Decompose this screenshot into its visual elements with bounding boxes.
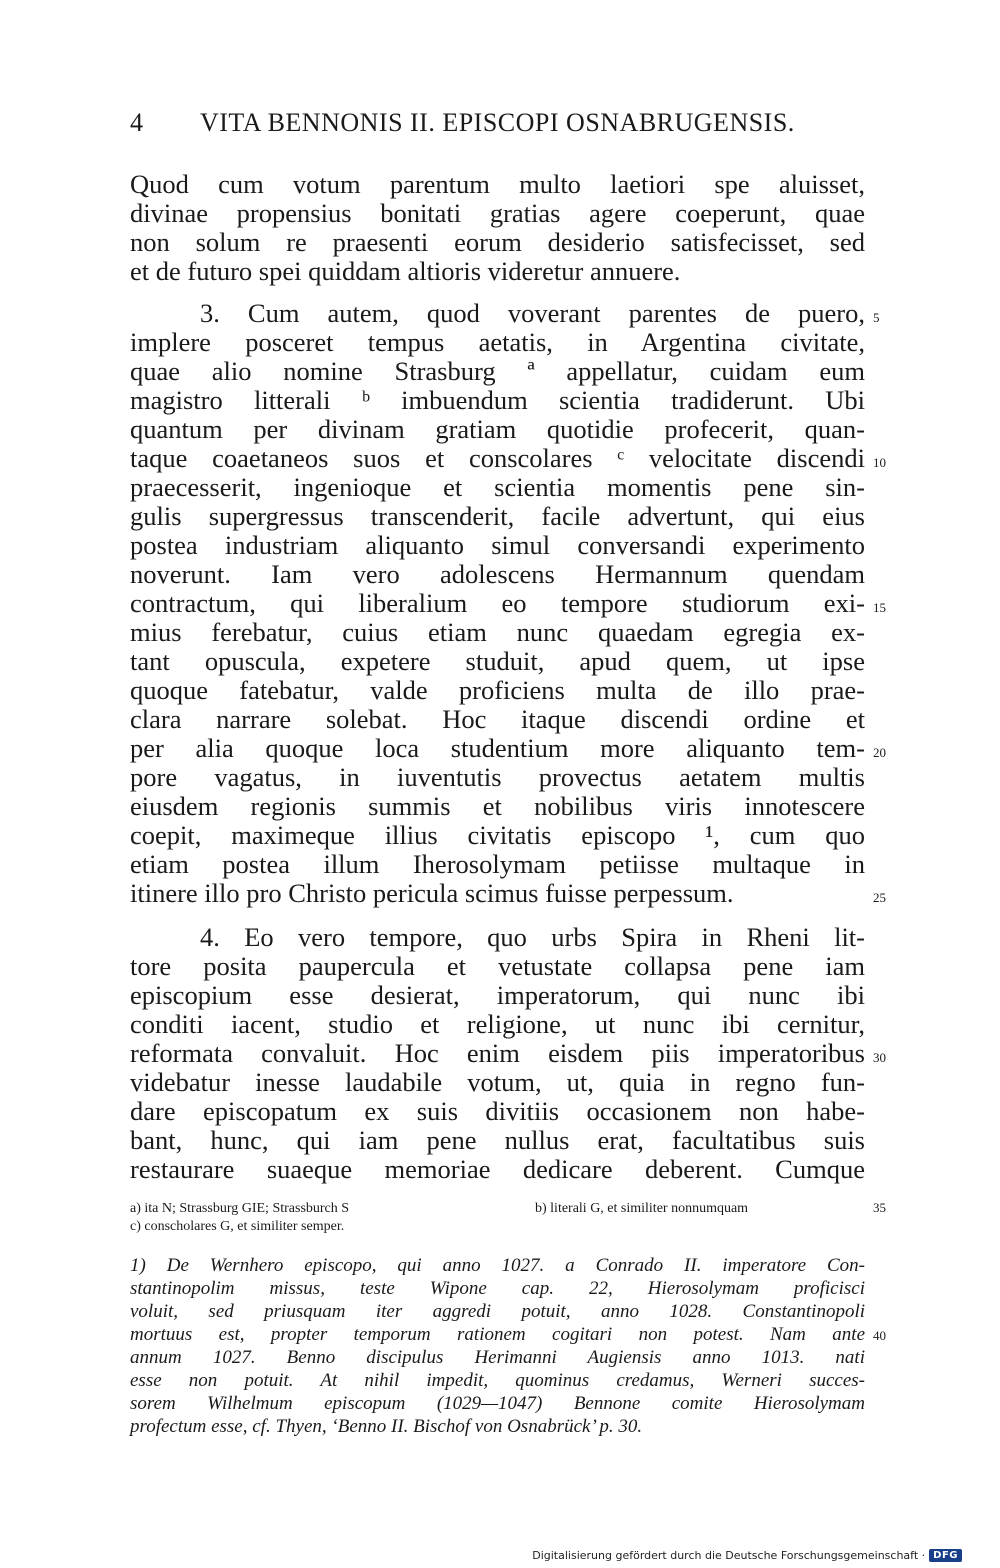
apparatus-note-b: b) literali G, et similiter nonnumquam bbox=[535, 1201, 749, 1216]
body-line: per alia quoque loca studentium more aliquanto tem- bbox=[130, 733, 865, 763]
margin-line-number: 35 bbox=[873, 1200, 886, 1215]
body-line: 4. Eo vero tempore, quo urbs Spira in Rheni lit- bbox=[200, 922, 865, 952]
dfg-logo-icon: DFG bbox=[929, 1549, 962, 1562]
apparatus-note-c: c) conscholares G, et similiter semper. bbox=[130, 1219, 345, 1234]
body-line: tant opuscula, expetere studuit, apud quem, ut ipse bbox=[130, 646, 865, 676]
margin-line-number: 15 bbox=[873, 600, 886, 615]
body-line: non solum re praesenti eorum desiderio satisfecisset, sed bbox=[130, 227, 865, 257]
footnote-line: annum 1027. Benno discipulus Herimanni Augiensis anno 1013. nati bbox=[130, 1347, 865, 1368]
footnote-line: profectum esse, cf. Thyen, ‘Benno II. Bischof von Osnabrück’ p. 30. bbox=[130, 1416, 643, 1437]
footnote-line: stantinopolim missus, teste Wipone cap. 22, Hierosolymam proficisci bbox=[130, 1278, 865, 1299]
body-line: et de futuro spei quiddam altioris videretur annuere. bbox=[130, 256, 681, 286]
footnote-line: mortuus est, propter temporum rationem cogitari non potest. Nam ante bbox=[130, 1324, 865, 1345]
apparatus-line bbox=[130, 1200, 865, 1218]
body-line: quoque fatebatur, valde proficiens multa de illo prae- bbox=[130, 675, 865, 705]
body-line: bant, hunc, qui iam pene nullus erat, facultatibus suis bbox=[130, 1125, 865, 1155]
credit-text: Digitalisierung gefördert durch die Deutsche Forschungsgemeinschaft · bbox=[532, 1549, 926, 1562]
running-title: VITA BENNONIS II. EPISCOPI OSNABRUGENSIS. bbox=[200, 108, 795, 137]
body-line: noverunt. Iam vero adolescens Hermannum quendam bbox=[130, 559, 865, 589]
body-line: mius ferebatur, cuius etiam nunc quaedam egregia ex- bbox=[130, 617, 865, 647]
body-line: Quod cum votum parentum multo laetiori spe aluisset, bbox=[130, 169, 865, 199]
body-line: clara narrare solebat. Hoc itaque discendi ordine et bbox=[130, 704, 865, 734]
margin-line-number: 30 bbox=[873, 1050, 886, 1065]
margin-line-number: 5 bbox=[873, 310, 880, 325]
body-line: videbatur inesse laudabile votum, ut, quia in regno fun- bbox=[130, 1067, 865, 1097]
body-line: dare episcopatum ex suis divitiis occasionem non habe- bbox=[130, 1096, 865, 1126]
digitization-credit bbox=[532, 1549, 962, 1562]
footnote-line: sorem Wilhelmum episcopum (1029—1047) Bennone comite Hierosolymam bbox=[130, 1393, 865, 1414]
body-line: quantum per divinam gratiam quotidie profecerit, quan- bbox=[130, 414, 865, 444]
body-line: conditi iacent, studio et religione, ut nunc ibi cernitur, bbox=[130, 1009, 865, 1039]
body-line: praecesserit, ingenioque et scientia momentis pene sin- bbox=[130, 472, 865, 502]
apparatus-line bbox=[130, 1218, 865, 1236]
footnote-line: 1) De Wernhero episcopo, qui anno 1027. a Conrado II. imperatore Con- bbox=[130, 1255, 865, 1276]
margin-line-number: 40 bbox=[873, 1328, 886, 1343]
margin-line-number: 10 bbox=[873, 455, 886, 470]
body-line: postea industriam aliquanto simul conversandi experimento bbox=[130, 530, 865, 560]
body-line: quae alio nomine Strasburg ª appellatur, cuidam eum bbox=[130, 356, 865, 386]
margin-line-number: 20 bbox=[873, 745, 886, 760]
page-number: 4 bbox=[130, 108, 144, 137]
footnote-line: voluit, sed priusquam iter aggredi potuit, anno 1028. Constantinopoli bbox=[130, 1301, 865, 1322]
body-line: implere posceret tempus aetatis, in Argentina civitate, bbox=[130, 327, 865, 357]
body-line: contractum, qui liberalium eo tempore studiorum exi- bbox=[130, 588, 865, 618]
body-line: coepit, maximeque illius civitatis episcopo ¹, cum quo bbox=[130, 820, 865, 850]
body-line: itinere illo pro Christo pericula scimus fuisse perpessum. bbox=[130, 878, 734, 908]
body-line: restaurare suaeque memoriae dedicare deberent. Cumque bbox=[130, 1154, 865, 1184]
body-line: gulis supergressus transcenderit, facile advertunt, qui eius bbox=[130, 501, 865, 531]
footnote-line: esse non potuit. At nihil impedit, quominus credamus, Werneri succes- bbox=[130, 1370, 865, 1391]
body-line: taque coaetaneos suos et conscolares ᶜ velocitate discendi bbox=[130, 443, 865, 473]
apparatus-note-a: a) ita N; Strassburg GIE; Strassburch S bbox=[130, 1201, 350, 1216]
body-line: etiam postea illum Iherosolymam petiisse multaque in bbox=[130, 849, 865, 879]
margin-line-number: 25 bbox=[873, 890, 886, 905]
body-line: eiusdem regionis summis et nobilibus viris innotescere bbox=[130, 791, 865, 821]
body-line: divinae propensius bonitati gratias agere coeperunt, quae bbox=[130, 198, 865, 228]
body-line: 3. Cum autem, quod voverant parentes de puero, bbox=[200, 298, 865, 328]
body-line: tore posita paupercula et vetustate collapsa pene iam bbox=[130, 951, 865, 981]
body-line: episcopium esse desierat, imperatorum, qui nunc ibi bbox=[130, 980, 865, 1010]
body-line: magistro litterali ᵇ imbuendum scientia tradiderunt. Ubi bbox=[130, 385, 865, 415]
body-line: pore vagatus, in iuventutis provectus aetatem multis bbox=[130, 762, 865, 792]
body-line: reformata convaluit. Hoc enim eisdem piis imperatoribus bbox=[130, 1038, 865, 1068]
